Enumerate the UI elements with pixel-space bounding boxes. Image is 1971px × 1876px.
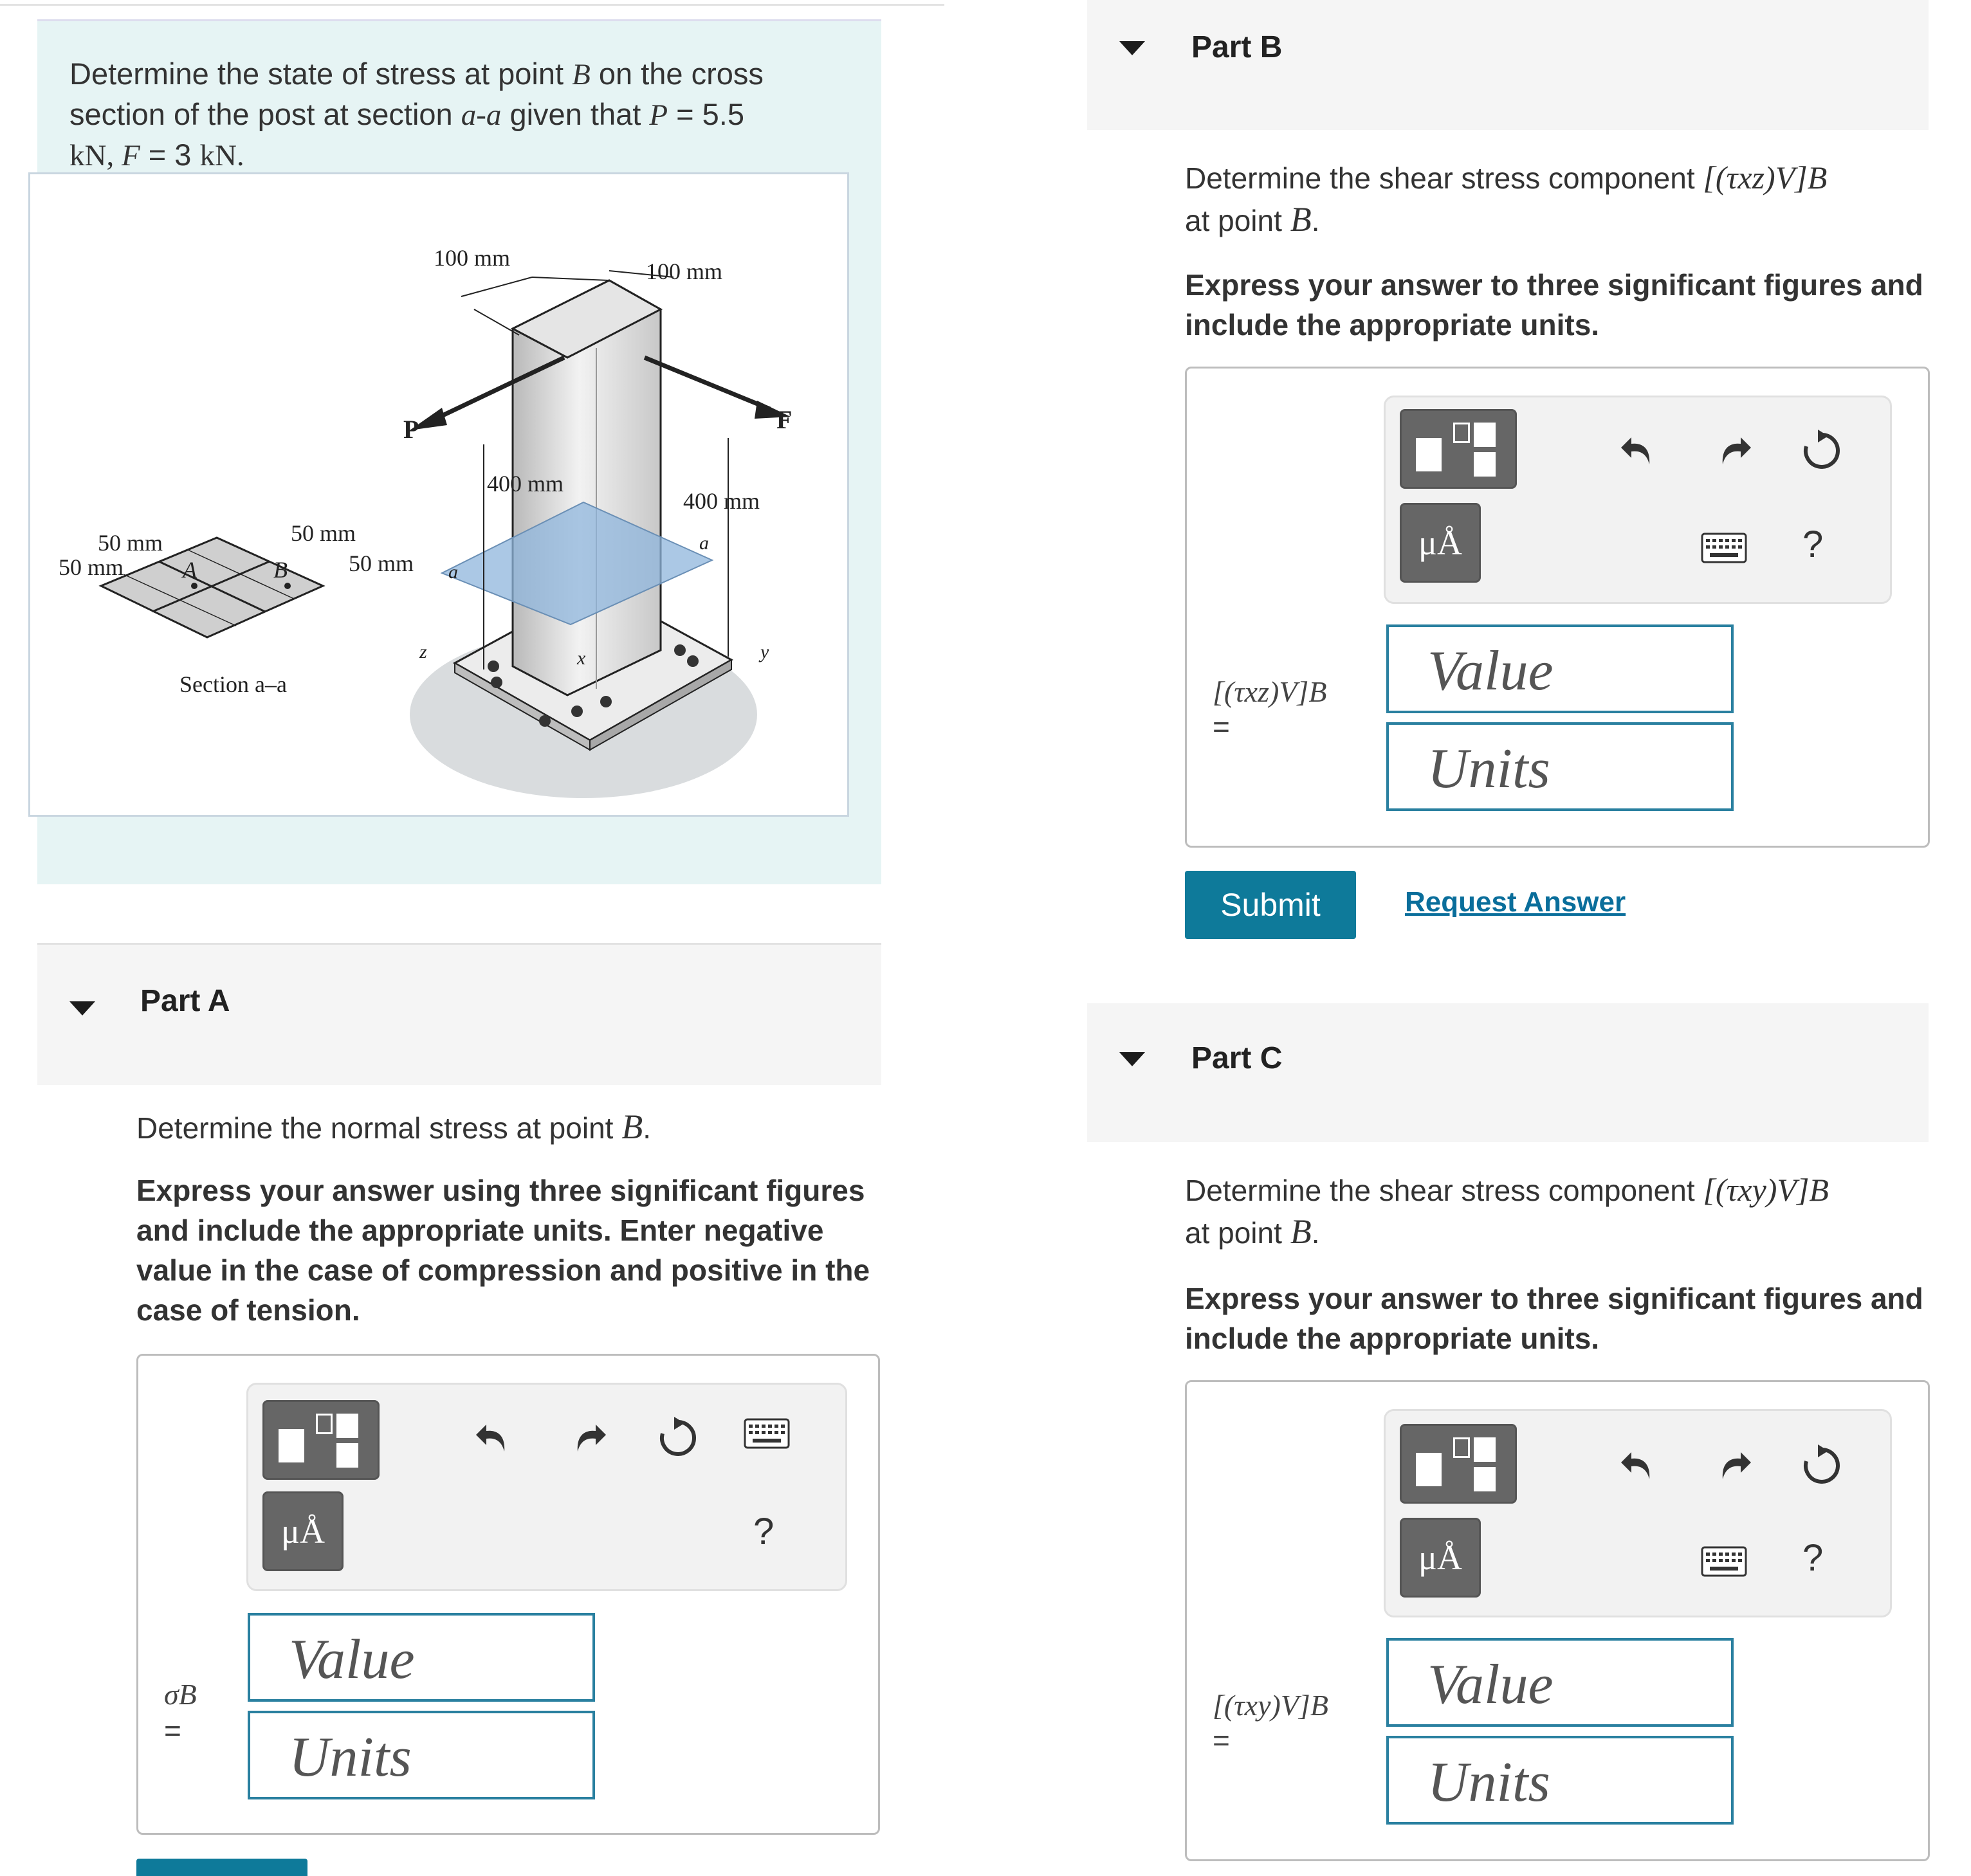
part-b-instructions: Express your answer to three significant figures and include the appropriate units.	[1185, 268, 1923, 342]
collapse-triangle-icon[interactable]	[69, 1001, 95, 1015]
part-a-instructions: Express your answer using three significant figures and include the appropriate units. Enter negative value in the case of compression and positive in the case of tension.	[136, 1174, 870, 1327]
question-var: B	[621, 1107, 643, 1146]
keyboard-icon[interactable]	[1701, 533, 1747, 565]
value-placeholder: Value	[289, 1628, 415, 1691]
template-button[interactable]	[1400, 409, 1517, 489]
problem-text: section of the post at section	[69, 97, 461, 131]
keyboard-icon[interactable]	[1701, 1546, 1747, 1578]
axis-y: y	[760, 641, 769, 662]
units-button[interactable]: μÅ	[262, 1491, 344, 1571]
point-a: A	[183, 557, 197, 583]
value-placeholder: Value	[1427, 640, 1554, 702]
equation-toolbar	[246, 1383, 847, 1591]
problem-var: a-a	[461, 98, 502, 132]
units-placeholder: Units	[1427, 1751, 1550, 1814]
question-text: Determine the shear stress component	[1185, 1174, 1703, 1207]
top-divider	[0, 4, 944, 6]
part-a-submit-button[interactable]	[136, 1859, 307, 1876]
units-input[interactable]	[1386, 722, 1734, 811]
collapse-triangle-icon[interactable]	[1119, 1052, 1145, 1066]
part-c-header[interactable]	[1087, 1003, 1929, 1142]
question-text: at point	[1185, 1216, 1290, 1250]
part-a-answer-box	[136, 1354, 880, 1835]
problem-statement	[69, 54, 854, 176]
units-placeholder: Units	[1427, 738, 1550, 800]
help-button[interactable]: ?	[1802, 524, 1824, 565]
plane-label-left: a	[448, 561, 458, 583]
dim-sec-a: 50 mm	[98, 530, 163, 556]
equation-toolbar	[1384, 396, 1892, 604]
units-button[interactable]: μÅ	[1400, 503, 1481, 583]
section-plane	[442, 502, 712, 624]
part-b-title: Part B	[1191, 30, 1283, 64]
problem-var: B	[572, 58, 591, 91]
post-diagram	[30, 174, 847, 815]
dim-height-left: 400 mm	[487, 471, 564, 496]
equation-toolbar	[1384, 1409, 1892, 1617]
undo-icon[interactable]	[1617, 428, 1662, 473]
part-a-header[interactable]	[37, 943, 881, 1085]
units-input[interactable]	[248, 1711, 595, 1799]
problem-var: F	[121, 139, 140, 172]
question-symbol: [(τxy)V]B	[1703, 1172, 1829, 1208]
help-button[interactable]: ?	[753, 1511, 775, 1553]
reset-icon[interactable]	[655, 1416, 700, 1461]
template-button[interactable]	[262, 1400, 380, 1480]
undo-icon[interactable]	[1617, 1443, 1662, 1488]
dim-top-right: 100 mm	[646, 259, 723, 284]
problem-unit: kN	[69, 139, 107, 172]
question-text: .	[643, 1111, 651, 1145]
value-input[interactable]	[248, 1613, 595, 1702]
part-c-title: Part C	[1191, 1041, 1283, 1075]
equals-label: =	[1213, 710, 1230, 743]
units-button[interactable]: μÅ	[1400, 1518, 1481, 1598]
question-symbol: [(τxz)V]B	[1703, 159, 1828, 196]
dim-sec-d: 50 mm	[349, 551, 414, 576]
part-c-answer-box	[1185, 1380, 1930, 1861]
question-var: B	[1290, 200, 1312, 239]
units-input[interactable]	[1386, 1736, 1734, 1825]
problem-text: Determine the state of stress at point	[69, 57, 573, 91]
template-button[interactable]	[1400, 1424, 1517, 1504]
reset-icon[interactable]	[1799, 428, 1844, 473]
problem-text: .	[236, 139, 244, 172]
point-b: B	[273, 557, 288, 583]
part-a-title: Part A	[140, 984, 230, 1018]
section-label: Section a–a	[179, 671, 287, 697]
question-var: B	[1290, 1212, 1312, 1251]
question-text: at point	[1185, 204, 1290, 237]
dim-top-left: 100 mm	[434, 245, 511, 271]
force-f-arrow	[645, 358, 770, 409]
question-text: Determine the shear stress component	[1185, 161, 1703, 195]
problem-var: P	[649, 98, 668, 132]
label-p: P	[403, 415, 419, 444]
keyboard-icon[interactable]	[744, 1418, 790, 1450]
question-text: .	[1311, 204, 1320, 237]
part-b-submit-button[interactable]: Submit	[1185, 871, 1356, 939]
dim-sec-b: 50 mm	[59, 554, 124, 580]
equals-label: =	[1213, 1724, 1230, 1757]
dim-height-right: 400 mm	[683, 488, 760, 514]
problem-unit: kN	[199, 139, 237, 172]
help-button[interactable]: ?	[1802, 1537, 1824, 1579]
value-input[interactable]	[1386, 624, 1734, 713]
redo-icon[interactable]	[565, 1416, 610, 1461]
label-f: F	[776, 405, 793, 434]
units-placeholder: Units	[289, 1726, 412, 1789]
part-b-request-answer-link[interactable]: Request Answer	[1405, 886, 1626, 918]
equals-label: =	[164, 1714, 181, 1747]
part-b-question	[1185, 157, 1931, 241]
problem-text: ,	[106, 139, 122, 172]
value-input[interactable]	[1386, 1638, 1734, 1727]
sigma-b-label: σB	[164, 1678, 197, 1711]
reset-icon[interactable]	[1799, 1443, 1844, 1488]
collapse-triangle-icon[interactable]	[1119, 41, 1145, 55]
part-c-instructions: Express your answer to three significant figures and include the appropriate units.	[1185, 1282, 1923, 1355]
tau-xz-label: [(τxz)V]B	[1213, 675, 1327, 708]
part-a-question	[136, 1106, 876, 1149]
problem-text: = 5.5	[668, 97, 744, 131]
dim-sec-c: 50 mm	[291, 520, 356, 546]
axis-x: x	[577, 648, 586, 669]
post-figure	[28, 172, 849, 817]
problem-text: = 3	[140, 138, 200, 172]
axis-z: z	[419, 641, 427, 662]
problem-text: given that	[501, 97, 650, 131]
plane-label-right: a	[699, 533, 709, 554]
tau-xy-label: [(τxy)V]B	[1213, 1689, 1328, 1722]
question-text: .	[1311, 1216, 1320, 1250]
part-b-answer-box	[1185, 367, 1930, 848]
question-text: Determine the normal stress at point	[136, 1111, 622, 1145]
undo-icon[interactable]	[472, 1416, 517, 1461]
value-placeholder: Value	[1427, 1653, 1554, 1716]
redo-icon[interactable]	[1710, 428, 1755, 473]
part-c-question	[1185, 1169, 1931, 1253]
problem-text: on the cross	[590, 57, 764, 91]
part-b-header[interactable]	[1087, 0, 1929, 130]
redo-icon[interactable]	[1710, 1443, 1755, 1488]
